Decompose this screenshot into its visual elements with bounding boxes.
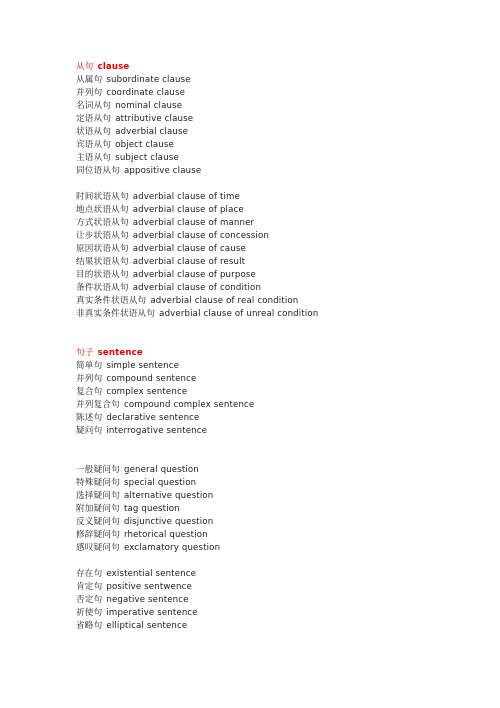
term-row	[76, 568, 476, 581]
term-english: negative sentence	[106, 595, 189, 605]
term-english: subject clause	[115, 153, 179, 163]
term-english: adverbial clause of unreal condition	[159, 309, 319, 319]
term-row	[76, 295, 476, 308]
term-chinese: 真实条件状语从句	[76, 296, 147, 306]
term-english: special question	[123, 478, 197, 488]
term-english: adverbial clause	[115, 127, 189, 137]
term-english: appositive clause	[123, 166, 202, 176]
term-row	[76, 516, 476, 529]
term-chinese: 疑问句	[76, 426, 103, 436]
heading-zh: 从句	[76, 62, 94, 72]
term-row	[76, 581, 476, 594]
term-english: simple sentence	[106, 361, 180, 371]
term-chinese: 状语从句	[76, 127, 112, 137]
question-term-list	[76, 464, 476, 555]
term-row	[76, 113, 476, 126]
term-row	[76, 269, 476, 282]
term-row	[76, 126, 476, 139]
term-english: adverbial clause of condition	[132, 283, 262, 293]
term-english: interrogative sentence	[106, 426, 208, 436]
term-english: adverbial clause of purpose	[132, 270, 256, 280]
term-row	[76, 100, 476, 113]
spacer	[76, 438, 476, 464]
term-english: adverbial clause of real condition	[150, 296, 299, 306]
term-english: adverbial clause of place	[132, 205, 244, 215]
term-chinese: 主语从句	[76, 153, 112, 163]
term-english: alternative question	[123, 491, 214, 501]
term-row	[76, 243, 476, 256]
term-english: compound complex sentence	[123, 400, 255, 410]
term-english: imperative sentence	[106, 608, 198, 618]
term-chinese: 特殊疑问句	[76, 478, 120, 488]
other-sentence-term-list	[76, 568, 476, 633]
adverbial-clause-term-list	[76, 191, 476, 321]
term-row	[76, 490, 476, 503]
document-content	[76, 61, 476, 633]
spacer	[76, 178, 476, 191]
term-english: coordinate clause	[106, 88, 186, 98]
term-row	[76, 399, 476, 412]
term-row	[76, 503, 476, 516]
term-chinese: 非真实条件状语从句	[76, 309, 156, 319]
term-english: complex sentence	[106, 387, 188, 397]
term-row	[76, 412, 476, 425]
clause-term-list	[76, 74, 476, 178]
heading-en: clause	[97, 62, 130, 72]
term-row	[76, 139, 476, 152]
term-row	[76, 425, 476, 438]
term-english: declarative sentence	[106, 413, 200, 423]
term-chinese: 定语从句	[76, 114, 112, 124]
heading-en: sentence	[97, 348, 143, 358]
term-chinese: 条件状语从句	[76, 283, 129, 293]
term-english: adverbial clause of manner	[132, 218, 255, 228]
spacer	[76, 555, 476, 568]
term-chinese: 存在句	[76, 569, 103, 579]
term-chinese: 反义疑问句	[76, 517, 120, 527]
heading-zh: 句子	[76, 348, 94, 358]
term-row	[76, 230, 476, 243]
section-heading-sentence	[76, 347, 476, 360]
term-english: object clause	[115, 140, 174, 150]
term-chinese: 修辞疑问句	[76, 530, 120, 540]
term-chinese: 方式状语从句	[76, 218, 129, 228]
term-chinese: 让步状语从句	[76, 231, 129, 241]
term-chinese: 地点状语从句	[76, 205, 129, 215]
term-row	[76, 152, 476, 165]
term-chinese: 原因状语从句	[76, 244, 129, 254]
term-chinese: 省略句	[76, 621, 103, 631]
term-row	[76, 308, 476, 321]
term-row	[76, 529, 476, 542]
term-row	[76, 74, 476, 87]
term-english: general question	[123, 465, 199, 475]
term-row	[76, 87, 476, 100]
term-row	[76, 594, 476, 607]
term-chinese: 名词从句	[76, 101, 112, 111]
term-chinese: 一般疑问句	[76, 465, 120, 475]
term-chinese: 并列句	[76, 88, 103, 98]
term-chinese: 选择疑问句	[76, 491, 120, 501]
term-chinese: 复合句	[76, 387, 103, 397]
term-chinese: 简单句	[76, 361, 103, 371]
term-chinese: 宾语从句	[76, 140, 112, 150]
term-row	[76, 204, 476, 217]
spacer	[76, 321, 476, 347]
term-row	[76, 542, 476, 555]
term-english: existential sentence	[106, 569, 197, 579]
term-english: attributive clause	[115, 114, 194, 124]
term-chinese: 感叹疑问句	[76, 543, 120, 553]
term-row	[76, 464, 476, 477]
term-chinese: 附加疑问句	[76, 504, 120, 514]
term-chinese: 并列句	[76, 374, 103, 384]
term-english: exclamatory question	[123, 543, 221, 553]
term-row	[76, 256, 476, 269]
term-chinese: 从属句	[76, 75, 103, 85]
term-english: adverbial clause of result	[132, 257, 246, 267]
term-row	[76, 373, 476, 386]
term-row	[76, 360, 476, 373]
term-chinese: 同位语从句	[76, 166, 120, 176]
term-english: elliptical sentence	[106, 621, 188, 631]
term-english: adverbial clause of time	[132, 192, 240, 202]
term-english: disjunctive question	[123, 517, 214, 527]
term-row	[76, 620, 476, 633]
term-english: positive sentwence	[106, 582, 192, 592]
term-english: tag question	[123, 504, 180, 514]
term-row	[76, 386, 476, 399]
term-chinese: 否定句	[76, 595, 103, 605]
sentence-term-list	[76, 360, 476, 438]
term-row	[76, 477, 476, 490]
term-english: adverbial clause of cause	[132, 244, 246, 254]
term-english: compound sentence	[106, 374, 197, 384]
term-chinese: 并列复合句	[76, 400, 120, 410]
term-chinese: 陈述句	[76, 413, 103, 423]
term-row	[76, 191, 476, 204]
term-row	[76, 217, 476, 230]
term-english: nominal clause	[115, 101, 183, 111]
term-english: rhetorical question	[123, 530, 208, 540]
term-english: adverbial clause of concession	[132, 231, 269, 241]
term-chinese: 目的状语从句	[76, 270, 129, 280]
term-chinese: 时间状语从句	[76, 192, 129, 202]
term-row	[76, 165, 476, 178]
term-row	[76, 282, 476, 295]
term-chinese: 肯定句	[76, 582, 103, 592]
term-row	[76, 607, 476, 620]
section-heading-clause	[76, 61, 476, 74]
term-chinese: 祈使句	[76, 608, 103, 618]
term-chinese: 结果状语从句	[76, 257, 129, 267]
term-english: subordinate clause	[106, 75, 191, 85]
